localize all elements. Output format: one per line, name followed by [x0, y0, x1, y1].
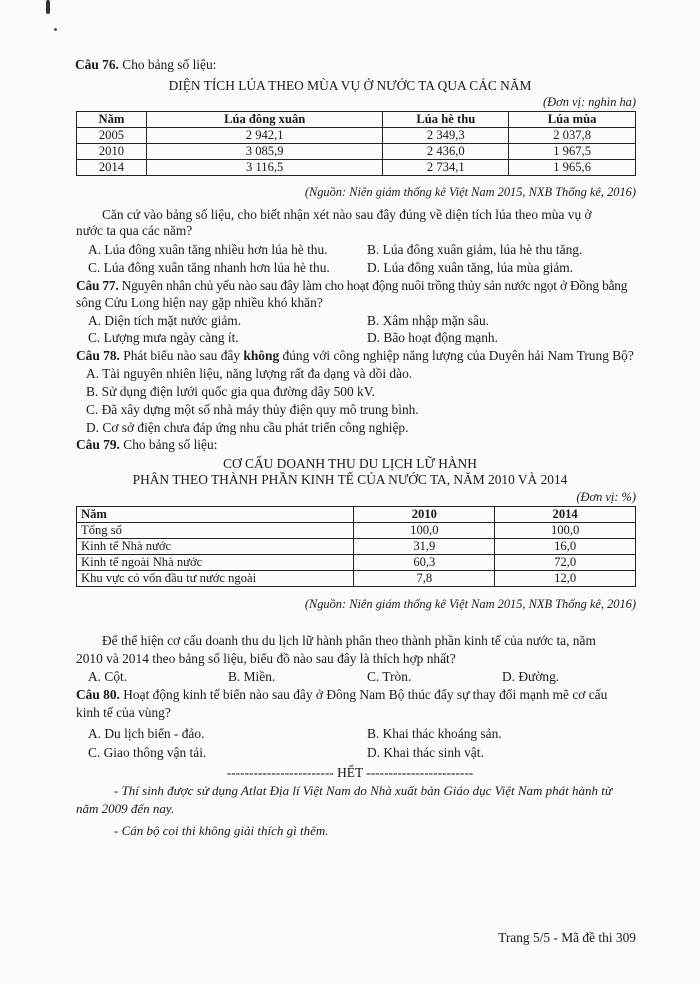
q77-option-d [367, 330, 498, 346]
table-row [77, 539, 636, 555]
table-cell: Khu vực có vốn đầu tư nước ngoài [77, 571, 354, 587]
q78-option-d [86, 420, 408, 436]
option-key: A. [88, 313, 102, 328]
option-key: D. [367, 260, 381, 275]
table-row [77, 555, 636, 571]
q79-option-b [228, 669, 275, 685]
q77-question-line-1 [76, 278, 627, 294]
option-text: Du lịch biển - đảo. [104, 726, 205, 741]
q78-option-a [86, 366, 412, 382]
option-text: Lượng mưa ngày càng ít. [103, 330, 239, 345]
option-text: Khai thác sinh vật. [383, 745, 484, 760]
option-key: C. [88, 330, 101, 345]
q79-option-c [367, 669, 411, 685]
header-cell: 2010 [354, 507, 495, 523]
table-cell: Kinh tế Nhà nước [77, 539, 354, 555]
q76-option-d [367, 260, 573, 276]
option-text: Cơ sở điện chưa đáp ứng nhu cầu phát triển công nghiệp. [102, 420, 409, 435]
note-1-line-2: năm 2009 đến nay. [76, 801, 175, 816]
q77-label: Câu 77. [76, 278, 119, 293]
option-text: Diện tích mặt nước giảm. [104, 313, 242, 328]
q78-text-post: đúng với công nghiệp năng lượng của Duyên hải Nam Trung Bộ? [282, 348, 634, 363]
q76-table-title: DIỆN TÍCH LÚA THEO MÙA VỤ Ở NƯỚC TA QUA CÁC NĂM [168, 78, 532, 93]
header-cell: 2014 [495, 507, 636, 523]
q78-label: Câu 78. [76, 348, 120, 363]
q80-text: Hoạt động kinh tế biển nào sau đây ở Đông Nam Bộ thúc đẩy sự thay đổi mạnh mẽ cơ cấu [123, 687, 608, 702]
option-text: Lúa đông xuân tăng nhiều hơn lúa hè thu. [104, 242, 328, 257]
option-key: A. [86, 366, 100, 381]
table-cell: 16,0 [495, 539, 636, 555]
q76-source: (Nguồn: Niên giám thống kê Việt Nam 2015, NXB Thống kê, 2016) [304, 185, 636, 199]
q80-question-line-2: kinh tế của vùng? [76, 705, 171, 720]
table-cell: 2 942,1 [146, 128, 383, 144]
q77-option-a [88, 313, 241, 329]
q78-text-bold: không [243, 348, 280, 363]
table-header-row [77, 112, 636, 128]
q80-option-b [367, 726, 502, 742]
note-1-line-1: - Thí sinh được sử dụng Atlat Địa lí Việt Nam do Nhà xuất bản Giáo dục Việt Nam phát hành từ [114, 783, 612, 798]
end-line: ------------------------ HẾT ------------------------ [226, 765, 474, 780]
option-text: Miền. [243, 669, 276, 684]
option-key: A. [88, 242, 102, 257]
option-text: Lúa đông xuân giảm, lúa hè thu tăng. [382, 242, 583, 257]
option-key: C. [367, 669, 380, 684]
q80-option-a [88, 726, 204, 742]
option-text: Đường. [518, 669, 560, 684]
option-text: Tròn. [382, 669, 412, 684]
table-cell: 2 436,0 [383, 144, 509, 160]
q76-label: Câu 76. [75, 57, 119, 72]
table-row [77, 160, 636, 176]
q76-question-line-2: nước ta qua các năm? [76, 223, 193, 238]
option-key: D. [502, 669, 516, 684]
q77-option-b [367, 313, 489, 329]
table-cell: 60,3 [354, 555, 495, 571]
table-cell: Tổng số [77, 523, 354, 539]
option-key: A. [88, 669, 102, 684]
q80-question-line-1 [76, 687, 607, 703]
option-key: D. [86, 420, 100, 435]
header-cell: Lúa mùa [509, 112, 636, 128]
table-cell: 1 965,6 [509, 160, 636, 176]
table-cell: 72,0 [495, 555, 636, 571]
q79-option-a [88, 669, 127, 685]
table-cell: 3 116,5 [146, 160, 383, 176]
q78-option-c [86, 402, 419, 418]
table-cell: 2 349,3 [383, 128, 509, 144]
q78-option-b [86, 384, 375, 400]
q79-table-title-2: PHÂN THEO THÀNH PHẦN KINH TẾ CỦA NƯỚC TA, NĂM 2010 VÀ 2014 [132, 472, 568, 487]
q79-question-line-2: 2010 và 2014 theo bảng số liệu, biểu đồ nào sau đây là thích hợp nhất? [76, 651, 456, 666]
table-cell: 2 734,1 [383, 160, 509, 176]
scan-mark [46, 0, 50, 14]
q80-option-d [367, 745, 484, 761]
table-row [77, 571, 636, 587]
option-key: C. [86, 402, 99, 417]
q76-question-line-1: Căn cứ vào bảng số liệu, cho biết nhận xét nào sau đây đúng về diện tích lúa theo mùa vụ ở [102, 207, 592, 222]
option-key: D. [367, 330, 381, 345]
q79-intro: Cho bảng số liệu: [123, 437, 218, 452]
table-cell: 3 085,9 [146, 144, 383, 160]
table-cell: 31,9 [354, 539, 495, 555]
q77-question-line-2: sông Cửu Long hiện nay gặp nhiều khó khăn? [76, 295, 323, 310]
table-cell: 100,0 [495, 523, 636, 539]
q79-table-title-1: CƠ CẤU DOANH THU DU LỊCH LỮ HÀNH [223, 456, 477, 471]
q76-intro: Cho bảng số liệu: [122, 57, 217, 72]
page-footer: Trang 5/5 - Mã đề thi 309 [498, 930, 636, 945]
table-cell: 12,0 [495, 571, 636, 587]
option-text: Lúa đông xuân tăng, lúa mùa giảm. [383, 260, 574, 275]
q76-option-c [88, 260, 330, 276]
table-row [77, 128, 636, 144]
header-cell: Năm [77, 112, 147, 128]
q80-option-c [88, 745, 206, 761]
q76-table [76, 111, 636, 176]
option-text: Cột. [104, 669, 128, 684]
option-text: Xâm nhập mặn sâu. [382, 313, 489, 328]
option-text: Tài nguyên nhiên liệu, năng lượng rất đa dạng và dồi dào. [102, 366, 413, 381]
table-cell: 7,8 [354, 571, 495, 587]
table-row [77, 144, 636, 160]
q79-header [76, 437, 217, 453]
table-row [77, 523, 636, 539]
table-cell: 100,0 [354, 523, 495, 539]
option-key: B. [367, 726, 380, 741]
q77-text: Nguyên nhân chủ yếu nào sau đây làm cho hoạt động nuôi trồng thủy sản nước ngọt ở Đồng bằng [121, 278, 628, 293]
table-cell: 2005 [77, 128, 147, 144]
q76-unit: (Đơn vị: nghìn ha) [543, 95, 636, 109]
option-text: Đã xây dựng một số nhà máy thủy điện quy mô trung bình. [101, 402, 419, 417]
table-cell: 1 967,5 [509, 144, 636, 160]
option-text: Bão hoạt động mạnh. [383, 330, 498, 345]
q76-option-a [88, 242, 328, 258]
q79-option-d [502, 669, 559, 685]
header-cell: Năm [77, 507, 354, 523]
option-key: C. [88, 260, 101, 275]
table-cell: 2014 [77, 160, 147, 176]
q80-label: Câu 80. [76, 687, 120, 702]
q76-header [75, 57, 216, 73]
option-key: B. [86, 384, 99, 399]
q79-question-line-1: Để thể hiện cơ cấu doanh thu du lịch lữ hành phân theo thành phần kinh tế của nước ta, năm [102, 633, 596, 648]
q79-source: (Nguồn: Niên giám thống kê Việt Nam 2015, NXB Thống kê, 2016) [304, 597, 636, 611]
q78-question [76, 348, 634, 364]
q79-label: Câu 79. [76, 437, 120, 452]
table-cell: Kinh tế ngoài Nhà nước [77, 555, 354, 571]
scan-dot [54, 28, 57, 31]
table-header-row [77, 507, 636, 523]
option-key: B. [367, 313, 380, 328]
table-cell: 2010 [77, 144, 147, 160]
q79-unit: (Đơn vị: %) [576, 490, 636, 504]
option-key: B. [367, 242, 380, 257]
option-key: C. [88, 745, 101, 760]
note-2: - Cán bộ coi thi không giải thích gì thêm. [114, 823, 329, 838]
table-cell: 2 037,8 [509, 128, 636, 144]
option-text: Giao thông vận tải. [103, 745, 207, 760]
q76-option-b [367, 242, 582, 258]
header-cell: Lúa đông xuân [146, 112, 383, 128]
option-text: Sử dụng điện lưới quốc gia qua đường dây 500 kV. [101, 384, 375, 399]
option-text: Lúa đông xuân tăng nhanh hơn lúa hè thu. [103, 260, 330, 275]
option-key: D. [367, 745, 381, 760]
q79-table [76, 506, 636, 587]
q78-text-pre: Phát biểu nào sau đây [123, 348, 241, 363]
option-key: B. [228, 669, 241, 684]
option-text: Khai thác khoáng sản. [382, 726, 502, 741]
option-key: A. [88, 726, 102, 741]
q77-option-c [88, 330, 239, 346]
header-cell: Lúa hè thu [383, 112, 509, 128]
